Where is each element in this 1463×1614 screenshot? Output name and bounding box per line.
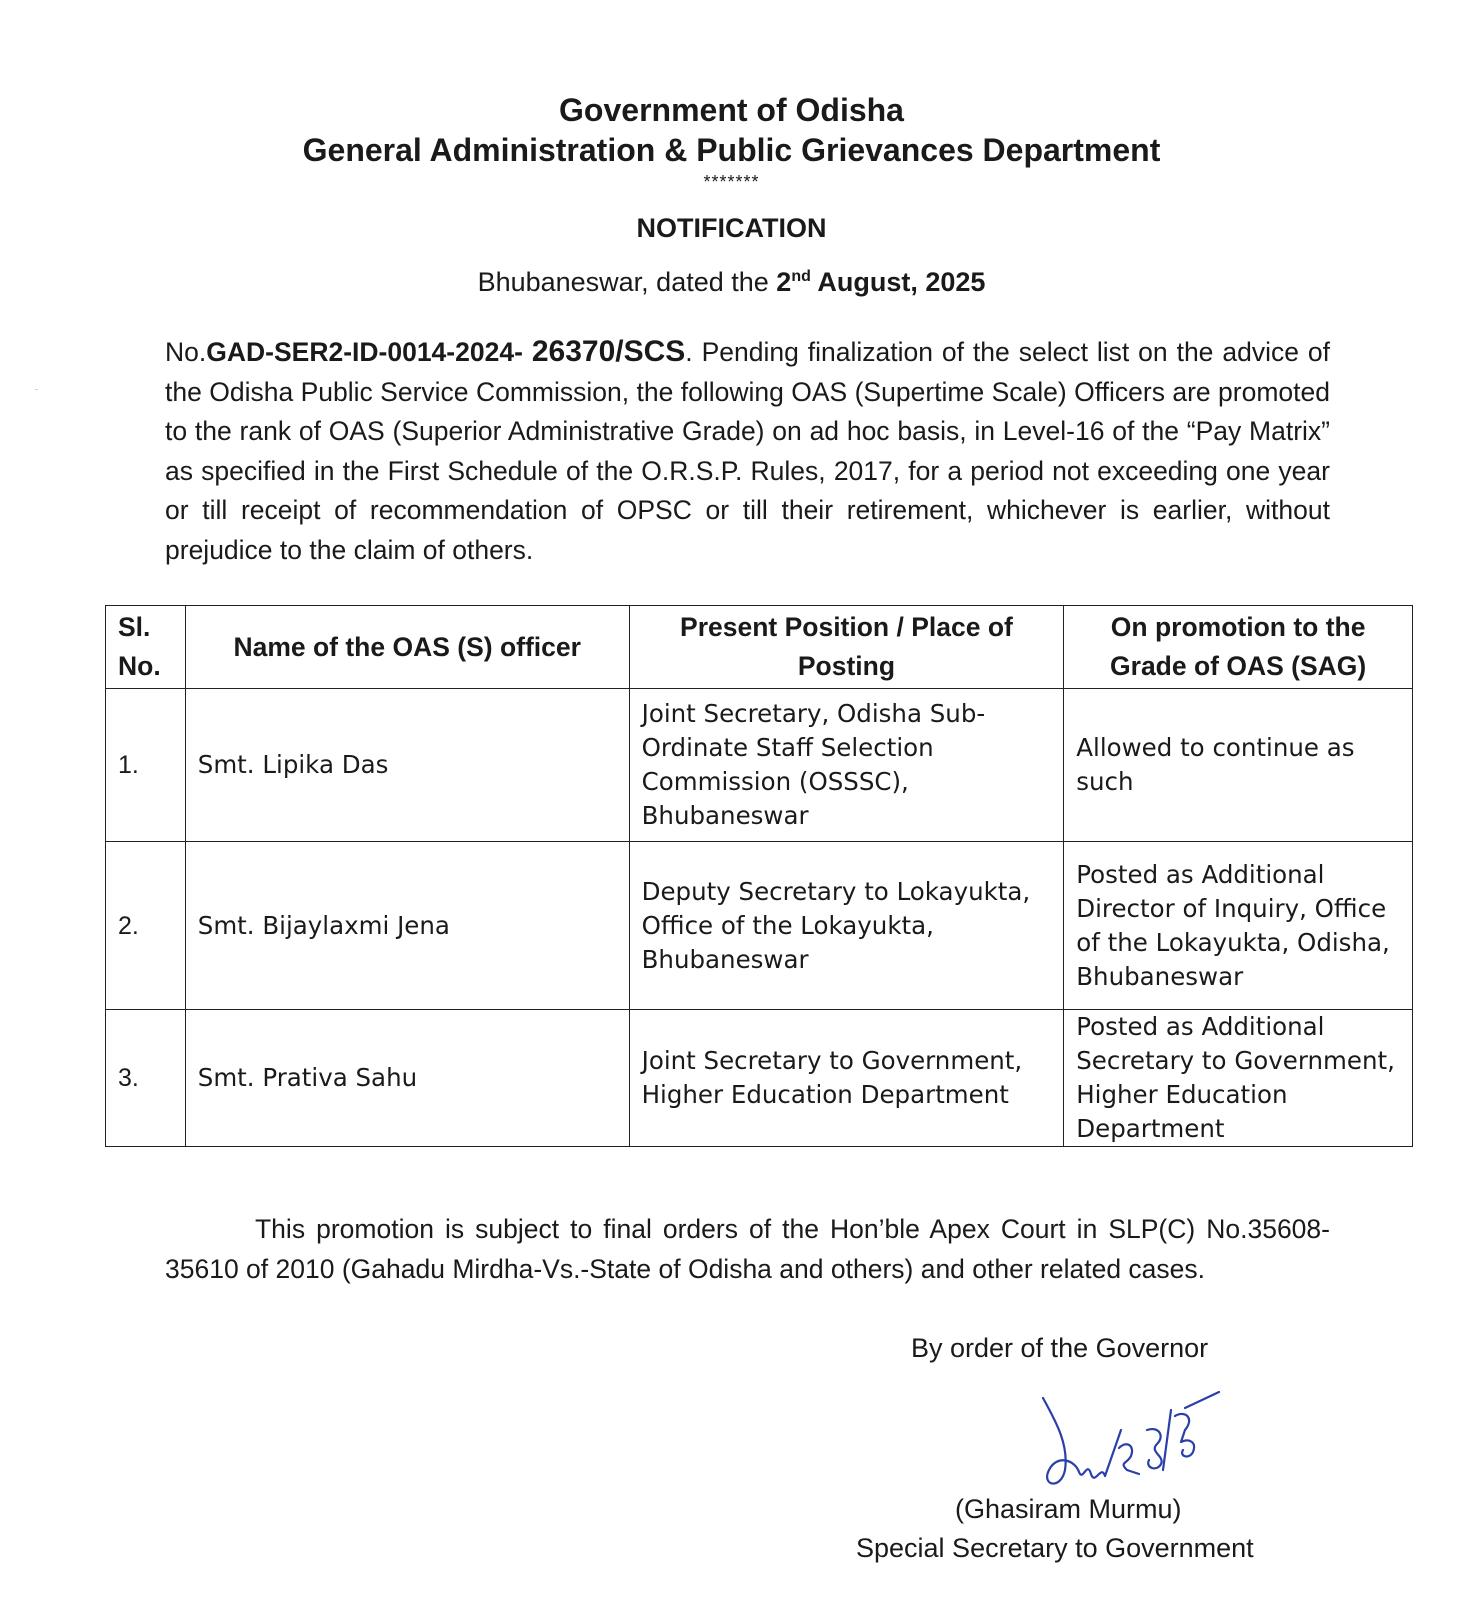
cell-promotion: Posted as Additional Secretary to Government, Higher Education Department xyxy=(1064,1010,1413,1147)
dated-day-suffix: nd xyxy=(791,268,811,285)
dated-month-year: August, 2025 xyxy=(810,267,986,297)
dated-day: 2 xyxy=(776,267,792,297)
header-sl-no: Sl. No. xyxy=(106,606,186,689)
cell-sl: 2. xyxy=(106,842,186,1010)
dated-prefix: Bhubaneswar, dated the xyxy=(477,267,777,297)
department-title: General Administration & Public Grievances Department xyxy=(302,132,1161,168)
cell-name: Smt. Bijaylaxmi Jena xyxy=(185,842,629,1010)
document-type: NOTIFICATION xyxy=(636,213,827,243)
table-row xyxy=(106,689,1413,842)
dated-line xyxy=(0,266,1463,298)
header-promotion-grade: On promotion to the Grade of OAS (SAG) xyxy=(1064,606,1413,689)
cell-name: Smt. Prativa Sahu xyxy=(185,1010,629,1147)
cell-position: Deputy Secretary to Lokayukta, Office of the Lokayukta, Bhubaneswar xyxy=(629,842,1064,1010)
reference-code: GAD-SER2-ID-0014-2024- xyxy=(206,337,532,367)
cell-sl: 3. xyxy=(106,1010,186,1147)
reference-prefix: No. xyxy=(165,337,207,367)
header-separator: ******* xyxy=(703,172,760,192)
notification-paragraph xyxy=(165,332,1330,570)
cell-promotion: Posted as Additional Director of Inquiry, Office of the Lokayukta, Odisha, Bhubaneswar xyxy=(1064,842,1413,1010)
by-order-line: By order of the Governor xyxy=(911,1333,1209,1363)
cell-sl: 1. xyxy=(106,689,186,842)
table-row xyxy=(106,1010,1413,1147)
table-header-row xyxy=(106,606,1413,689)
paragraph-text: . Pending finalization of the select list on the advice of the Odisha Public Service Commission, the following OAS (Supertime Scale) Officers are promoted to the rank of OAS (Superior Administrative Grade) on ad hoc basis, in Level-16 of the “Pay Matrix” as specified in the First Schedule of the O.R.S.P. Rules, 2017, for a period not exceeding one year or till receipt of recommendation of OPSC or till their retirement, whichever is earlier, without prejudice to the claim of others. xyxy=(165,337,1330,565)
cell-position: Joint Secretary to Government, Higher Education Department xyxy=(629,1010,1064,1147)
header-present-position: Present Position / Place of Posting xyxy=(629,606,1064,689)
signature-date-text: 2/8/25 xyxy=(35,390,38,391)
signatory-designation: Special Secretary to Government xyxy=(856,1533,1254,1563)
cell-promotion: Allowed to continue as such xyxy=(1064,689,1413,842)
promotion-table xyxy=(105,605,1413,1147)
court-condition-paragraph: This promotion is subject to final orders of the Hon’ble Apex Court in SLP(C) No.35608-35610 of 2010 (Gahadu Mirdha-Vs.-State of Odisha and others) and other related cases. xyxy=(165,1214,1330,1284)
government-title: Government of Odisha xyxy=(559,92,904,128)
cell-position: Joint Secretary, Odisha Sub-Ordinate Staff Selection Commission (OSSSC), Bhubaneswar xyxy=(629,689,1064,842)
header-officer-name: Name of the OAS (S) officer xyxy=(185,606,629,689)
table-row xyxy=(106,842,1413,1010)
signatory-name: (Ghasiram Murmu) xyxy=(955,1494,1182,1524)
cell-name: Smt. Lipika Das xyxy=(185,689,629,842)
reference-number: 26370/SCS xyxy=(531,335,686,368)
